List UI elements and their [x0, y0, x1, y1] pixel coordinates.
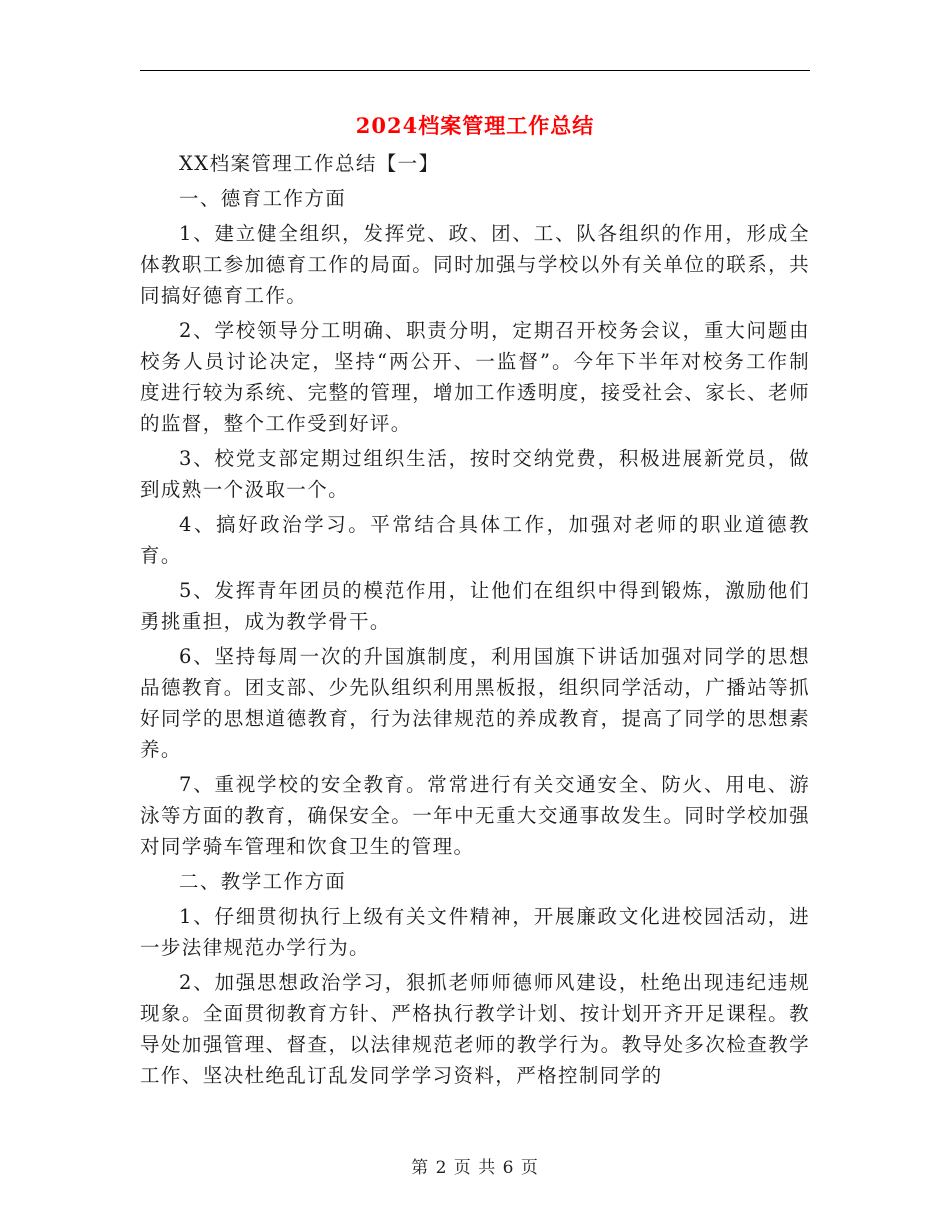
header-rule	[140, 70, 810, 71]
paragraph: 7、重视学校的安全教育。常常进行有关交通安全、防火、用电、游泳等方面的教育，确保安全。一年中无重大交通事故发生。同时学校加强对同学骑车管理和饮食卫生的管理。	[140, 773, 810, 858]
paragraph: 1、建立健全组织，发挥党、政、团、工、队各组织的作用，形成全体教职工参加德育工作的局面。同时加强与学校以外有关单位的联系，共同搞好德育工作。	[140, 222, 810, 307]
paragraph: 2、加强思想政治学习，狠抓老师师德师风建设，杜绝出现违纪违规现象。全面贯彻教育方针、严格执行教学计划、按计划开齐开足课程。教导处加强管理、督查，以法律规范老师的教学行为。教导处多次检查教学工作、坚决杜绝乱订乱发同学学习资料，严格控制同学的	[140, 971, 810, 1087]
paragraph: 4、搞好政治学习。平常结合具体工作，加强对老师的职业道德教育。	[140, 513, 810, 567]
paragraph: 3、校党支部定期过组织生活，按时交纳党费，积极进展新党员，做到成熟一个汲取一个。	[140, 447, 810, 501]
section-heading-moral: 一、德育工作方面	[179, 187, 347, 210]
section-heading-teaching: 二、教学工作方面	[179, 870, 347, 893]
paragraph: 1、仔细贯彻执行上级有关文件精神，开展廉政文化进校园活动，进一步法律规范办学行为。	[140, 905, 810, 959]
page-number: 第 2 页 共 6 页	[411, 1158, 539, 1178]
document-body	[140, 148, 810, 1095]
paragraph: 5、发挥青年团员的模范作用，让他们在组织中得到锻炼，激励他们勇挑重担，成为教学骨干。	[140, 579, 810, 633]
paragraph: 2、学校领导分工明确、职责分明，定期召开校务会议，重大问题由校务人员讨论决定，坚持“两公开、一监督”。今年下半年对校务工作制度进行较为系统、完整的管理，增加工作透明度，接受社会、家长、老师的监督，整个工作受到好评。	[140, 319, 810, 435]
document-subtitle: XX档案管理工作总结【一】	[179, 152, 440, 175]
document-title: 2024档案管理工作总结	[355, 113, 595, 138]
paragraph: 6、坚持每周一次的升国旗制度，利用国旗下讲话加强对同学的思想品德教育。团支部、少先队组织利用黑板报，组织同学活动，广播站等抓好同学的思想道德教育，行为法律规范的养成教育，提高了同学的思想素养。	[140, 645, 810, 761]
